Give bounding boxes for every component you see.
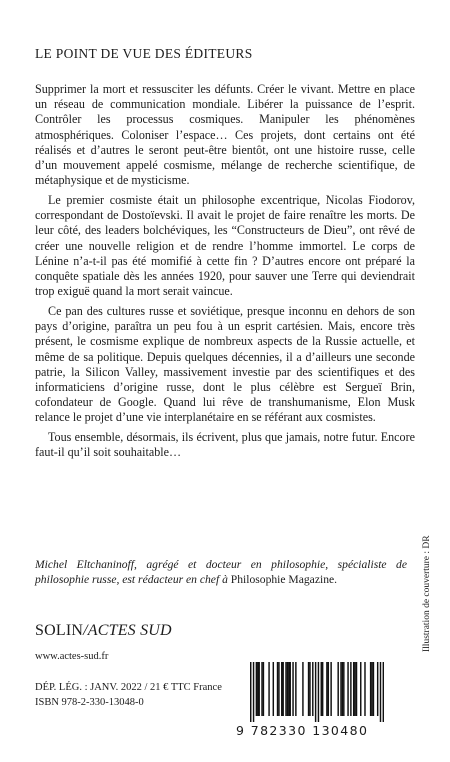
publisher-name-actes-sud: /ACTES SUD [83, 622, 172, 639]
barcode-bar [281, 662, 282, 716]
barcode-bar [295, 662, 296, 716]
blurb-text [35, 82, 415, 465]
barcode-bar [330, 662, 331, 716]
author-bio [35, 557, 407, 588]
barcode-digits: 9 782330 130480 [236, 723, 369, 738]
barcode-bar [370, 662, 371, 716]
barcode-bar [256, 662, 257, 716]
barcode-bar [287, 662, 288, 716]
paragraph: Le premier cosmiste était un philosophe excentrique, Nicolas Fiodorov, correspondant de Dostoïevski. Il avait le projet de faire renaître les morts. De leur côté, des leaders bolchéviques, les “Constructeurs de Dieu”, ont rêvé de créer une nouvelle religion et de rendre l’homme immortel. Le corps de Lénine n’a-t-il pas été momifié à cette fin ? D’autres encore ont préparé la conquête spatiale dès les années 1920, pour sauver une Terre qui deviendrait trop exiguë quand la mort serait vaincue. [35, 193, 415, 299]
legal-info [35, 681, 222, 710]
barcode-bar [273, 662, 274, 716]
barcode-bar [282, 662, 283, 716]
barcode-bar [380, 662, 381, 722]
barcode-bar [337, 662, 338, 716]
isbn: ISBN 978-2-330-13048-0 [35, 696, 144, 708]
barcode-bar [277, 662, 278, 716]
barcode-bar [340, 662, 341, 716]
barcode-bar [285, 662, 286, 716]
paragraph: Supprimer la mort et ressusciter les défunts. Créer le vivant. Mettre en place un réseau de communication mondiale. Libérer la puissance de l’esprit. Contrôler les processus cosmiques. Manipuler les phénomènes atmosphériques. Coloniser l’espace… Ces projets, dont certains ont été réalisés et d’autres le seront peut-être bientôt, ont une histoire russe, celle d’un mouvement appelé cosmisme, mélange de recherche scientifique, de métaphysique et de mysticisme. [35, 82, 415, 188]
barcode-bars [250, 662, 384, 722]
barcode-bar [343, 662, 344, 716]
barcode-bar [373, 662, 374, 716]
barcode-bar [253, 662, 254, 722]
barcode-bar [278, 662, 279, 716]
barcode-bar [263, 662, 264, 716]
barcode-bar [347, 662, 348, 716]
barcode-bar [315, 662, 316, 722]
barcode-bar [268, 662, 269, 716]
barcode-bar [354, 662, 355, 716]
author-bio-magazine: Philosophie Magazine. [227, 573, 338, 587]
barcode-bar [328, 662, 329, 716]
publisher-name-solin: SOLIN [35, 622, 84, 639]
barcode-bar [292, 662, 293, 716]
barcode-bar [258, 662, 259, 716]
barcode-bar [322, 662, 323, 716]
barcode-bar [350, 662, 351, 716]
barcode-bar [364, 662, 365, 716]
paragraph: Ce pan des cultures russe et soviétique, presque inconnu en dehors de son pays d’origine, paraîtra un peu fou à un esprit cartésien. Mais, encore très présent, le cosmisme explique de nombreux aspects de la Russie actuelle, et même de sa politique. Depuis quelques décennies, il a d’ailleurs une seconde patrie, la Silicon Valley, massivement investie par des scientifiques et des informaticiens d’origine russe, dont le plus célèbre est Sergueï Brin, cofondateur de Google. Quand lui rêve de transhumanisme, Elon Musk relance le projet d’une vie interplanétaire en se référant aux cosmistes. [35, 304, 415, 425]
barcode-bar [356, 662, 357, 716]
barcode-bar [383, 662, 384, 722]
paragraph: Tous ensemble, désormais, ils écrivent, plus que jamais, notre futur. Encore faut-il qu’il soit souhaitable… [35, 430, 415, 460]
divider [35, 550, 415, 551]
publisher-logo [35, 622, 172, 640]
section-title: LE POINT DE VUE DES ÉDITEURS [35, 46, 253, 61]
barcode-bar [250, 662, 251, 722]
barcode-bar [288, 662, 289, 716]
cover-credit: Illustration de couverture : DR [422, 535, 432, 652]
barcode-bar [309, 662, 310, 716]
barcode-bar [318, 662, 319, 722]
barcode-bar [321, 662, 322, 716]
barcode-bar [360, 662, 361, 716]
barcode-bar [289, 662, 290, 716]
barcode-bar [308, 662, 309, 716]
barcode-bar [342, 662, 343, 716]
barcode-bar [261, 662, 262, 716]
barcode-bar [377, 662, 378, 716]
barcode-bar [302, 662, 303, 716]
barcode-bar [326, 662, 327, 716]
barcode-bar [257, 662, 258, 716]
barcode-bar [312, 662, 313, 716]
author-bio-italic: Michel Eltchaninoff, agrégé et docteur en philosophie, spécialiste de philosophie russe, est rédacteur en chef à [35, 558, 407, 587]
barcode-bar [371, 662, 372, 716]
publisher-website: www.actes-sud.fr [35, 651, 109, 662]
legal-deposit: DÉP. LÉG. : JANV. 2022 / 21 € TTC France [35, 682, 222, 693]
barcode [236, 662, 396, 740]
barcode-bar [353, 662, 354, 716]
